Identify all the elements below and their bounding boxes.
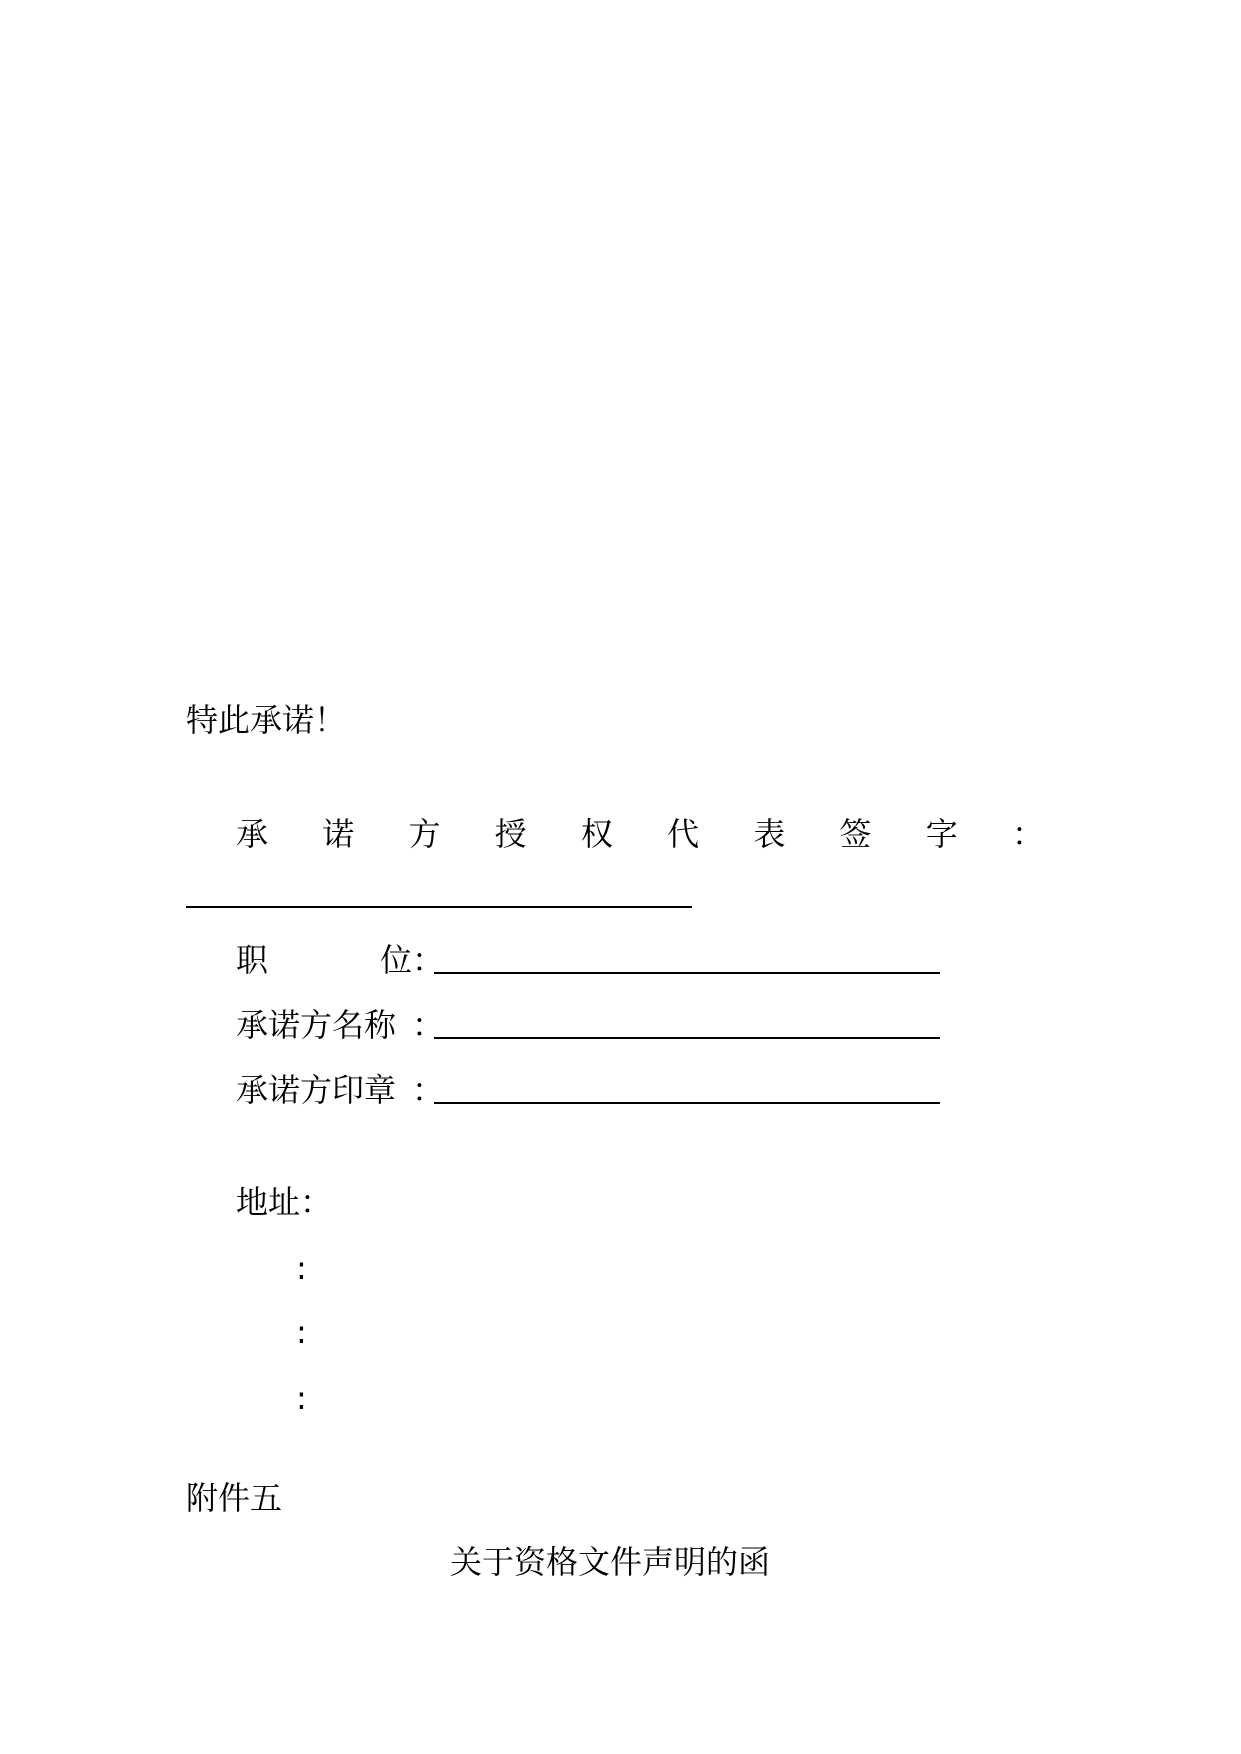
company-seal-field [236, 1070, 940, 1110]
position-colon: ： [412, 941, 445, 979]
position-label-char: 位 [379, 941, 412, 979]
signature-blank[interactable] [186, 906, 692, 908]
company-name-label: 承诺方名称 [236, 1006, 397, 1044]
signature-label-char: 代 [667, 815, 700, 853]
company-name-blank[interactable] [434, 1037, 940, 1039]
signature-label-char: 表 [753, 815, 786, 853]
company-name-field [236, 1005, 940, 1045]
position-field [236, 940, 940, 980]
closing-statement: 特此承诺！ [186, 701, 347, 739]
document-title: 关于资格文件声明的函 [450, 1543, 771, 1581]
signature-label [236, 814, 1044, 854]
signature-label-char: 承 [236, 815, 269, 853]
company-seal-label: 承诺方印章 [236, 1071, 397, 1109]
company-seal-colon: ： [412, 1071, 445, 1109]
position-label [236, 940, 412, 980]
blank-colon-line: : [296, 1249, 307, 1287]
signature-label-char: 诺 [322, 815, 355, 853]
company-seal-blank[interactable] [434, 1102, 940, 1104]
signature-label-char: 字 [925, 815, 958, 853]
blank-colon-line: : [296, 1313, 307, 1351]
signature-label-char: 方 [408, 815, 441, 853]
signature-label-char: ： [1011, 815, 1044, 853]
position-blank[interactable] [434, 972, 940, 974]
attachment-label: 附件五 [186, 1479, 283, 1517]
position-label-char: 职 [236, 941, 269, 979]
signature-label-char: 签 [839, 815, 872, 853]
blank-colon-line: : [296, 1379, 307, 1417]
address-label: 地址： [236, 1183, 333, 1221]
signature-label-char: 权 [580, 815, 613, 853]
company-name-colon: ： [412, 1006, 445, 1044]
signature-label-char: 授 [494, 815, 527, 853]
